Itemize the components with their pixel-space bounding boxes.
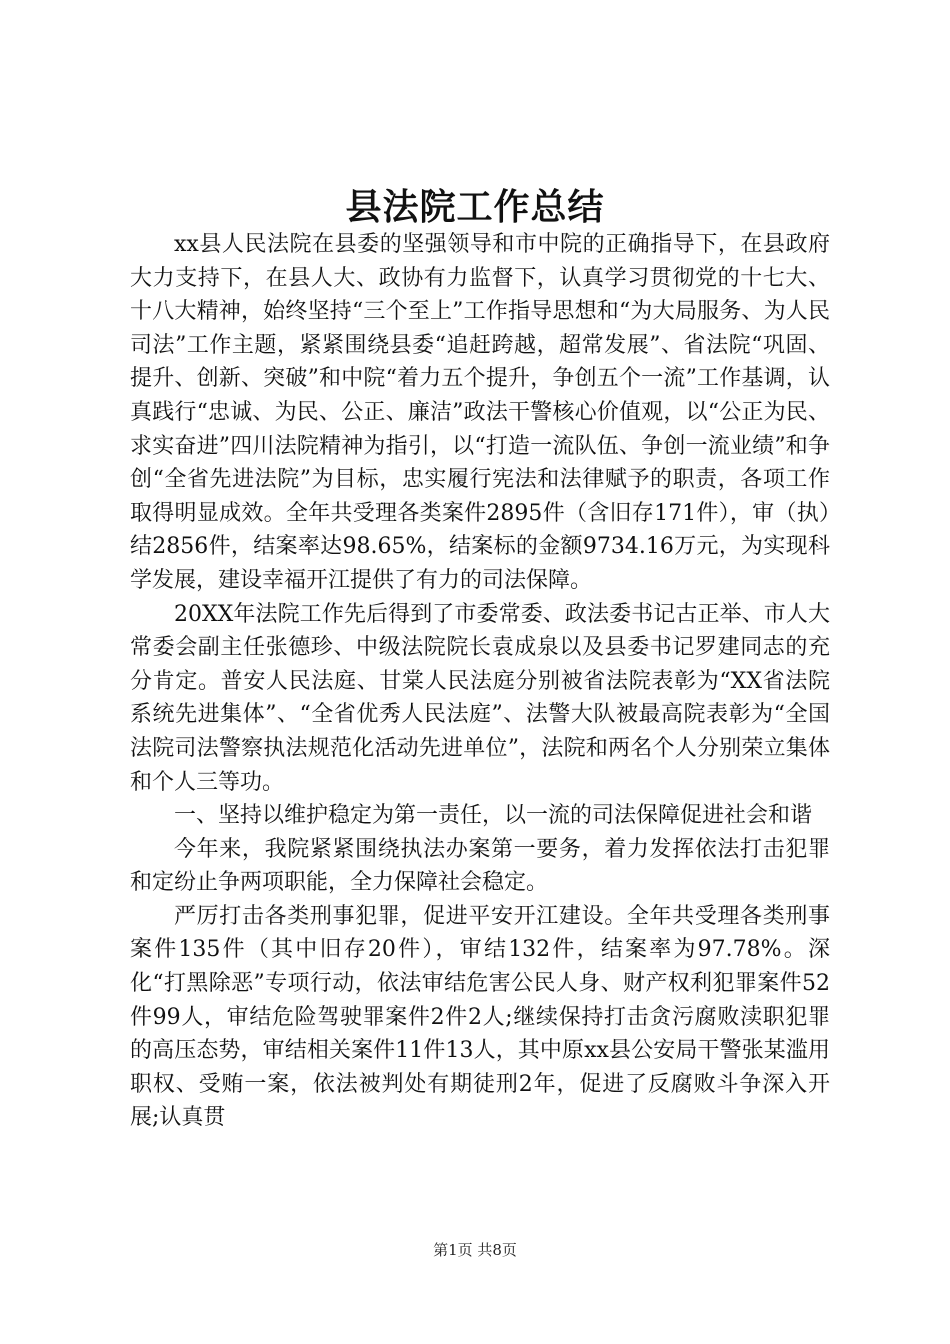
document-title: 县法院工作总结: [345, 186, 605, 228]
paragraph-criminal-cases: 严厉打击各类刑事犯罪，促进平安开江建设。全年共受理各类刑事案件135件（其中旧存20件），审结132件，结案率为97.78%。深化“打黑除恶”专项行动，依法审结危害公民人身、财产权利犯罪案件52件99人，审结危险驾驶罪案件2件2人;继续保持打击贪污腐败渎职犯罪的高压态势，审结相关案件11件13人，其中原xx县公安局干警张某滥用职权、受贿一案，依法被判处有期徒刑2年，促进了反腐败斗争深入开展;认真贯: [130, 903, 830, 1131]
section-heading-1: 一、坚持以维护稳定为第一责任，以一流的司法保障促进社会和谐: [174, 803, 813, 829]
paragraph-recognition: 20XX年法院工作先后得到了市委常委、政法委书记古正举、市人大常委会副主任张德珍、中级法院院长袁成泉以及县委书记罗建同志的充分肯定。普安人民法庭、甘棠人民法庭分别被省法院表彰为“XX省法院系统先进集体”、“全省优秀人民法庭”、法警大队被最高院表彰为“全国法院司法警察执法规范化活动先进单位”，法院和两名个人分别荣立集体和个人三等功。: [130, 601, 830, 795]
paragraph-intro: xx县人民法院在县委的坚强领导和市中院的正确指导下，在县政府大力支持下，在县人大、政协有力监督下，认真学习贯彻党的十七大、十八大精神，始终坚持“三个至上”工作指导思想和“为大局服务、为人民司法”工作主题，紧紧围绕县委“追赶跨越，超常发展”、省法院“巩固、提升、创新、突破”和中院“着力五个提升，争创五个一流”工作基调，认真践行“忠诚、为民、公正、廉洁”政法干警核心价值观，以“公正为民、求实奋进”四川法院精神为指引，以“打造一流队伍、争创一流业绩”和争创“全省先进法院”为目标，忠实履行宪法和法律赋予的职责，各项工作取得明显成效。全年共受理各类案件2895件（含旧存171件），审（执）结2856件，结案率达98.65%，结案标的金额9734.16万元，为实现科学发展，建设幸福开江提供了有力的司法保障。: [130, 232, 830, 593]
document-body: [130, 228, 830, 1135]
page-number-footer: 第1页 共8页: [433, 1241, 517, 1259]
paragraph-overview: 今年来，我院紧紧围绕执法办案第一要务，着力发挥依法打击犯罪和定纷止争两项职能，全力保障社会稳定。: [130, 836, 830, 896]
